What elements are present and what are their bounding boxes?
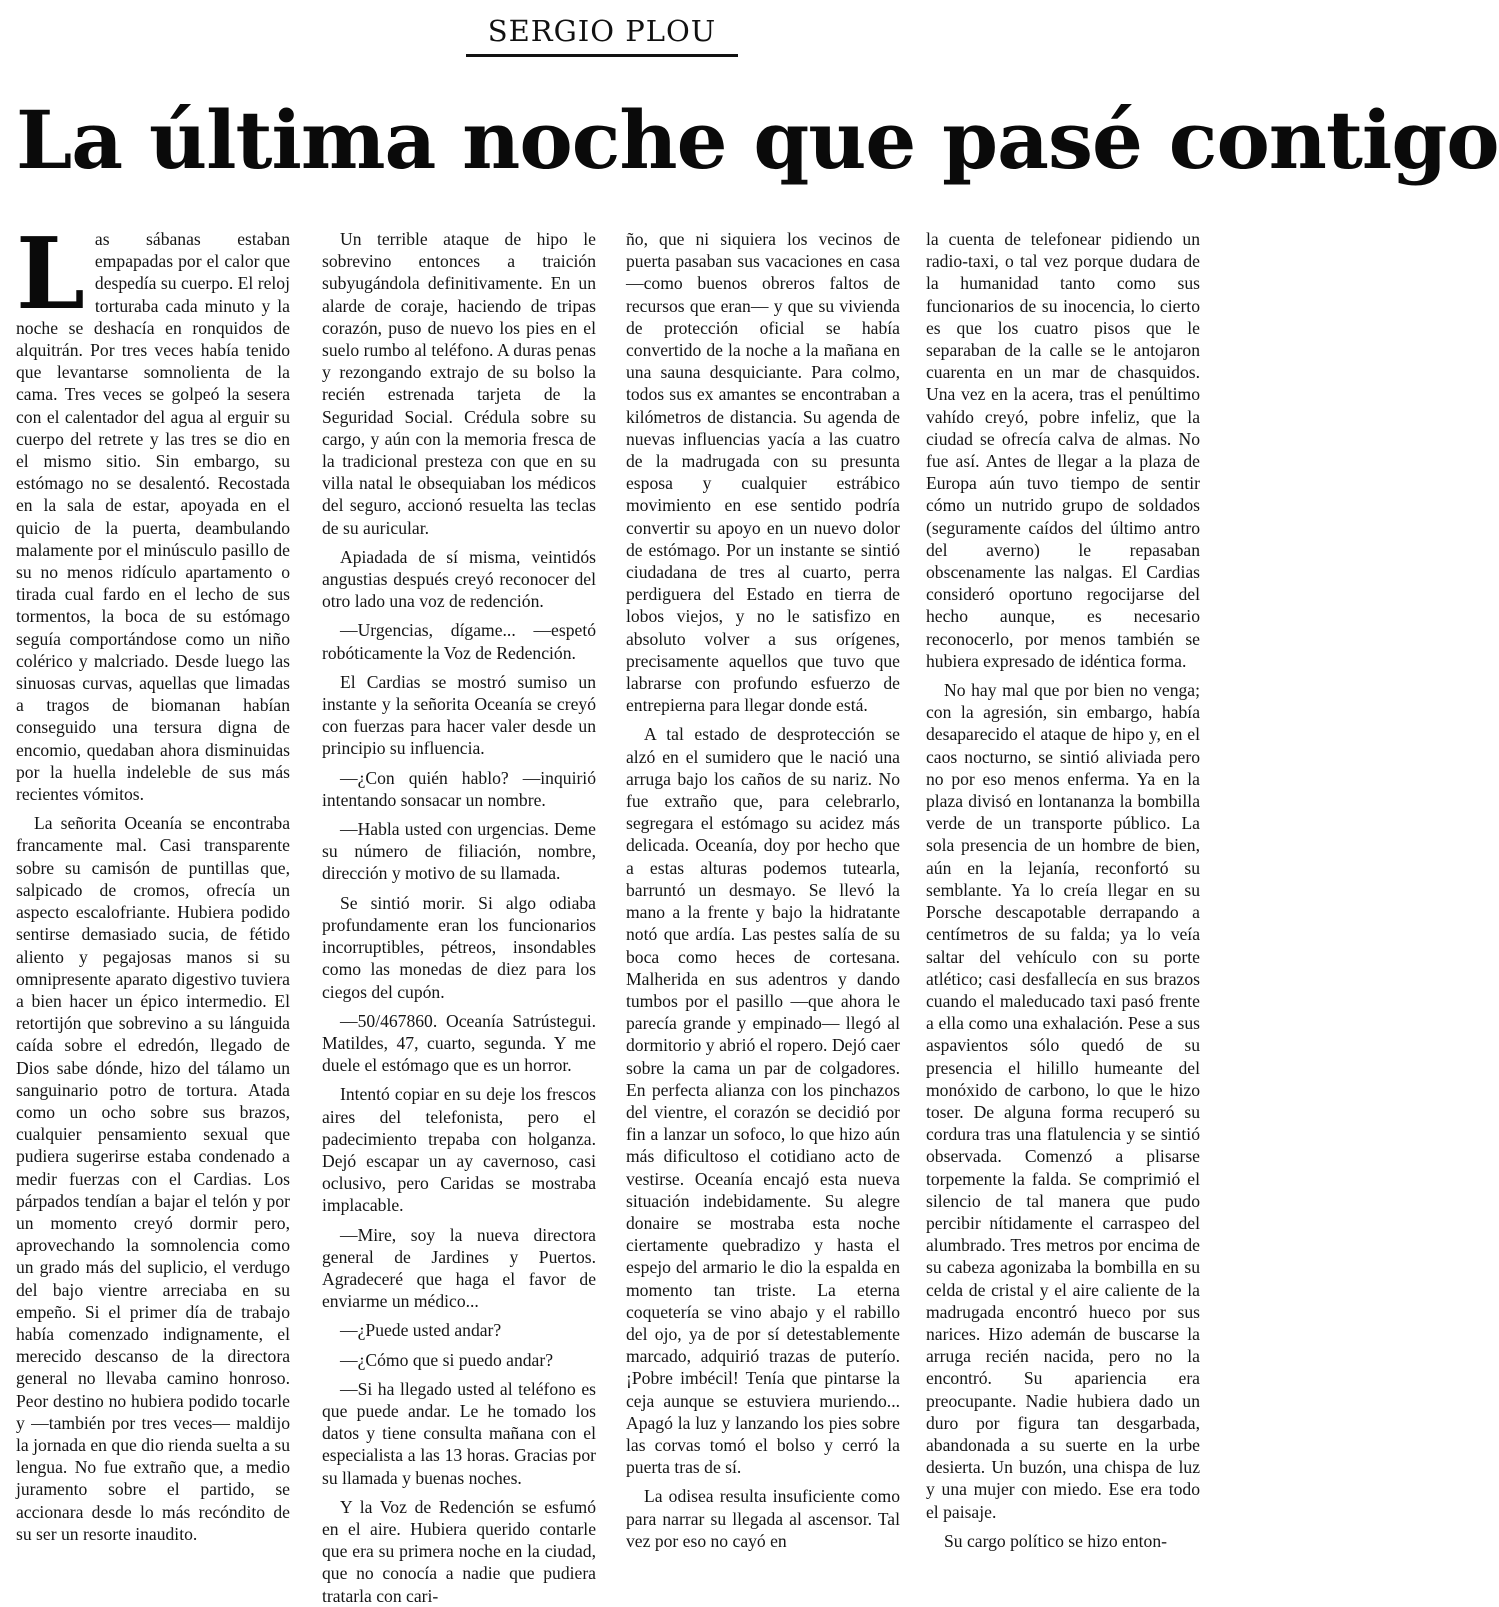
paragraph: El Cardias se mostró sumiso un instante y la señorita Oceanía se creyó con fuerzas para hacer valer desde un principio su influencia. (322, 671, 596, 759)
paragraph: —¿Con quién hablo? —inquirió intentando sonsacar un nombre. (322, 767, 596, 810)
paragraph-text: as sábanas estaban empapadas por el calor que despedía su cuerpo. El reloj torturaba cada minuto y la noche se deshacía en ronquidos de alquitrán. Por tres veces había tenido que levantarse somnolienta de la cama. Tres veces se golpeó la sesera con el calentador del agua al erguir su cuerpo del retrete y las tres se dio en el mismo sitio. Sin embargo, su estómago no se desalentó. Recostada en la sala de estar, apoyada en el quicio de la puerta, deambulando malamente por el minúsculo pasillo de su no menos ridículo apartamento o tirada cual fardo en el lecho de sus tormentos, la boca de su estómago seguía comportándose como un niño colérico y malcriado. Desde luego las sinuosas curvas, aquellas que limadas a tragos de biomanan habían conseguido una tersura digna de encomio, quedaban ahora disminuidas por la huella indeleble de sus más recientes vómitos. (16, 229, 290, 805)
paragraph: ño, que ni siquiera los vecinos de puerta pasaban sus vacaciones en casa —como buenos obreros faltos de recursos que eran— y que su vivienda de protección oficial se había convertido de la noche a la mañana en una sauna desquiciante. Para colmo, todos sus ex amantes se encontraban a kilómetros de distancia. Su agenda de nuevas influencias yacía a las cuatro de la madrugada con su presunta esposa y cualquier estrábico movimiento en ese sentido podría convertir su apoyo en un nuevo dolor de estómago. Por un instante se sintió ciudadana de tres al cuarto, perra perdiguera del Estado en tierra de lobos viejos, y no le satisfizo en absoluto volver a sus orígenes, precisamente aquellos que tuvo que labrarse con profundo esfuerzo de entrepierna para llegar donde está. (626, 229, 900, 716)
column-1 (16, 217, 290, 1546)
paragraph: Intentó copiar en su deje los frescos aires del telefonista, pero el padecimiento trepaba con holganza. Dejó escapar un ay cavernoso, casi oclusivo, pero Caridas se mostraba implacable. (322, 1084, 596, 1216)
byline-container (0, 14, 1204, 57)
paragraph: A tal estado de desprotección se alzó en el sumidero que le nació una arruga bajo los caños de su nariz. No fue extraño que, para celebrarlo, segregara el estómago su acidez más delicada. Oceanía, doy por hecho que a estas alturas podemos tutearla, barruntó un desmayo. Se llevó la mano a la frente y bajo la hidratante notó que ardía. Las pestes salía de su boca como heces de cortesana. Malherida en sus adentros y dando tumbos por el pasillo —que ahora le parecía grande y empinado— llegó al dormitorio y abrió el ropero. Dejó caer sobre la cama un par de colgadores. En perfecta alianza con los pinchazos del vientre, el corazón se decidió por fin a lanzar un sofoco, lo que hizo aún más dificultoso el cotidiano acto de vestirse. Oceanía encajó esta nueva situación indebidamente. Su alegre donaire se mostraba esta noche ciertamente quebradizo y hasta el espejo del armario le dio la espalda en momento tan triste. La eterna coquetería se vino abajo y el rabillo del ojo, ya de por sí detestablemente marcado, adquirió trazas de puterío. ¡Pobre imbécil! Tenía que pintarse la ceja aunque se estuviera muriendo... Apagó la luz y lanzando los pies sobre las corvas tomó el bolso y cerró la puerta tras de sí. (626, 724, 900, 1478)
paragraph: Y la Voz de Redención se esfumó en el aire. Hubiera querido contarle que era su primera noche en la ciudad, que no conocía a nadie que pudiera tratarla con cari- (322, 1496, 596, 1606)
drop-cap: L (16, 217, 85, 332)
paragraph: —50/467860. Oceanía Satrústegui. Matildes, 47, cuarto, segunda. Y me duele el estómago que es un horror. (322, 1010, 596, 1076)
paragraph: —Urgencias, dígame... —espetó robóticamente la Voz de Redención. (322, 620, 596, 663)
paragraph: Su cargo político se hizo enton- (944, 1530, 1167, 1551)
article-headline: La última noche que pasé contigo (16, 93, 1499, 187)
paragraph: la cuenta de telefonear pidiendo un radio-taxi, o tal vez porque dudara de la humanidad tanto como sus funcionarios de su inocencia, lo cierto es que los cuatro pisos que le separaban de la calle se le antojaron cuarenta en un mar de chasquidos. Una vez en la acera, tras el penúltimo vahído creyó, pobre infeliz, que la ciudad se ofrecía calva de almas. No fue así. Antes de llegar a la plaza de Europa aún tuvo tiempo de sentir cómo un nutrido grupo de soldados (seguramente caídos del último antro del averno) le repasaban obscenamente las nalgas. El Cardias consideró oportuno regocijarse del hecho aunque, es necesario reconocerlo, por menos también se hubiera expresado de idéntica forma. (926, 229, 1200, 671)
paragraph (16, 217, 290, 805)
column-4 (926, 228, 1200, 1551)
paragraph: —Mire, soy la nueva directora general de Jardines y Puertos. Agradeceré que haga el favor de enviarme un médico... (322, 1224, 596, 1312)
column-2 (322, 228, 596, 1606)
paragraph: —Habla usted con urgencias. Deme su número de filiación, nombre, dirección y motivo de su llamada. (322, 819, 596, 884)
paragraph: La señorita Oceanía se encontraba francamente mal. Casi transparente sobre su camisón de puntillas que, salpicado de cromos, ofrecía un aspecto escalofriante. Hubiera podido sentirse demasiado sucia, de fétido aliento y pegajosas manos si su omnipresente aparato digestivo tuviera a bien hacer un épico intermedio. El retortijón que sobrevino a su lánguida caída sobre el edredón, llegado de Dios sabe dónde, hizo del tálamo un sanguinario potro de tortura. Atada como un ocho sobre sus brazos, cualquier pensamiento sexual que pudiera sugerirse estaba condenado a medir fuerzas con el Cardias. Los párpados tendían a bajar el telón y por un momento creyó dormir pero, aprovechando la somnolencia como un grado más del suplicio, el verdugo del bajo vientre arreciaba en su empeño. Si el primer día de trabajo había comenzado indignamente, el merecido descanso de la directora general no llevaba camino honroso. Peor destino no hubiera podido tocarle y —también por tres veces— maldijo la jornada en que dio rienda suelta a su lengua. No fue extraño que, a medio juramento sobre el partido, se accionara desde lo más recóndito de su ser un resorte inaudito. (16, 813, 290, 1544)
paragraph: —¿Puede usted andar? (340, 1320, 502, 1341)
column-3 (626, 228, 900, 1551)
paragraph: No hay mal que por bien no venga; con la agresión, sin embargo, había desaparecido el ataque de hipo y, en el caos nocturno, se sintió aliviada pero no por eso menos enferma. Ya en la plaza divisó en lontananza la bombilla verde de un transporte público. La sola presencia de un hombre de bien, aún en la lejanía, reconfortó su semblante. Ya lo creía llegar en su Porsche descapotable derrapando a centímetros de su falda; ya lo veía saltar del vehículo con su porte atlético; casi desfallecía en sus brazos cuando el maleducado taxi pasó frente a ella como una exhalación. Pese a sus aspavientos sólo quedó de su presencia el hilillo humeante del monóxido de carbono, lo que le hizo toser. De alguna forma recuperó su cordura tras una flatulencia y se sintió observada. Comenzó a plisarse torpemente la falda. Se comprimió el silencio de tal manera que pudo percibir nítidamente el carraspeo del alumbrado. Tres metros por encima de su cabeza agonizaba la bombilla en su celda de cristal y el aire caliente de la madrugada encontró hueco por sus narices. Hizo ademán de buscarse la arruga recién nacida, pero no la encontró. Su apariencia era preocupante. Nadie hubiera dado un duro por figura tan desgarbada, abandonada a su suerte en la urbe desierta. Un buzón, una chispa de luz y una mujer con miedo. Ese era todo el paisaje. (926, 680, 1200, 1522)
paragraph: La odisea resulta insuficiente como para narrar su llegada al ascensor. Tal vez por eso no cayó en (626, 1486, 900, 1551)
paragraph: Apiadada de sí misma, veintidós angustias después creyó reconocer del otro lado una voz de redención. (322, 546, 596, 612)
paragraph: Un terrible ataque de hipo le sobrevino entonces a traición subyugándola definitivamente. En un alarde de coraje, haciendo de tripas corazón, puso de nuevo los pies en el suelo rumbo al teléfono. A duras penas y rezongando extrajo de su bolso la recién estrenada tarjeta de la Seguridad Social. Crédula sobre su cargo, y aún con la memoria fresca de la tradicional presteza con que en su villa natal le obsequiaban los médicos del seguro, accionó resuelta las teclas de su auricular. (322, 229, 596, 538)
paragraph: —Si ha llegado usted al teléfono es que puede andar. Le he tomado los datos y tiene consulta mañana con el especialista a las 13 horas. Gracias por su llamada y buenas noches. (322, 1378, 596, 1488)
paragraph: Se sintió morir. Si algo odiaba profundamente eran los funcionarios incorruptibles, pétreos, insondables como las monedas de diez para los ciegos del cupón. (322, 892, 596, 1002)
paragraph: —¿Cómo que si puedo andar? (340, 1349, 554, 1370)
author-byline: SERGIO PLOU (466, 14, 738, 57)
